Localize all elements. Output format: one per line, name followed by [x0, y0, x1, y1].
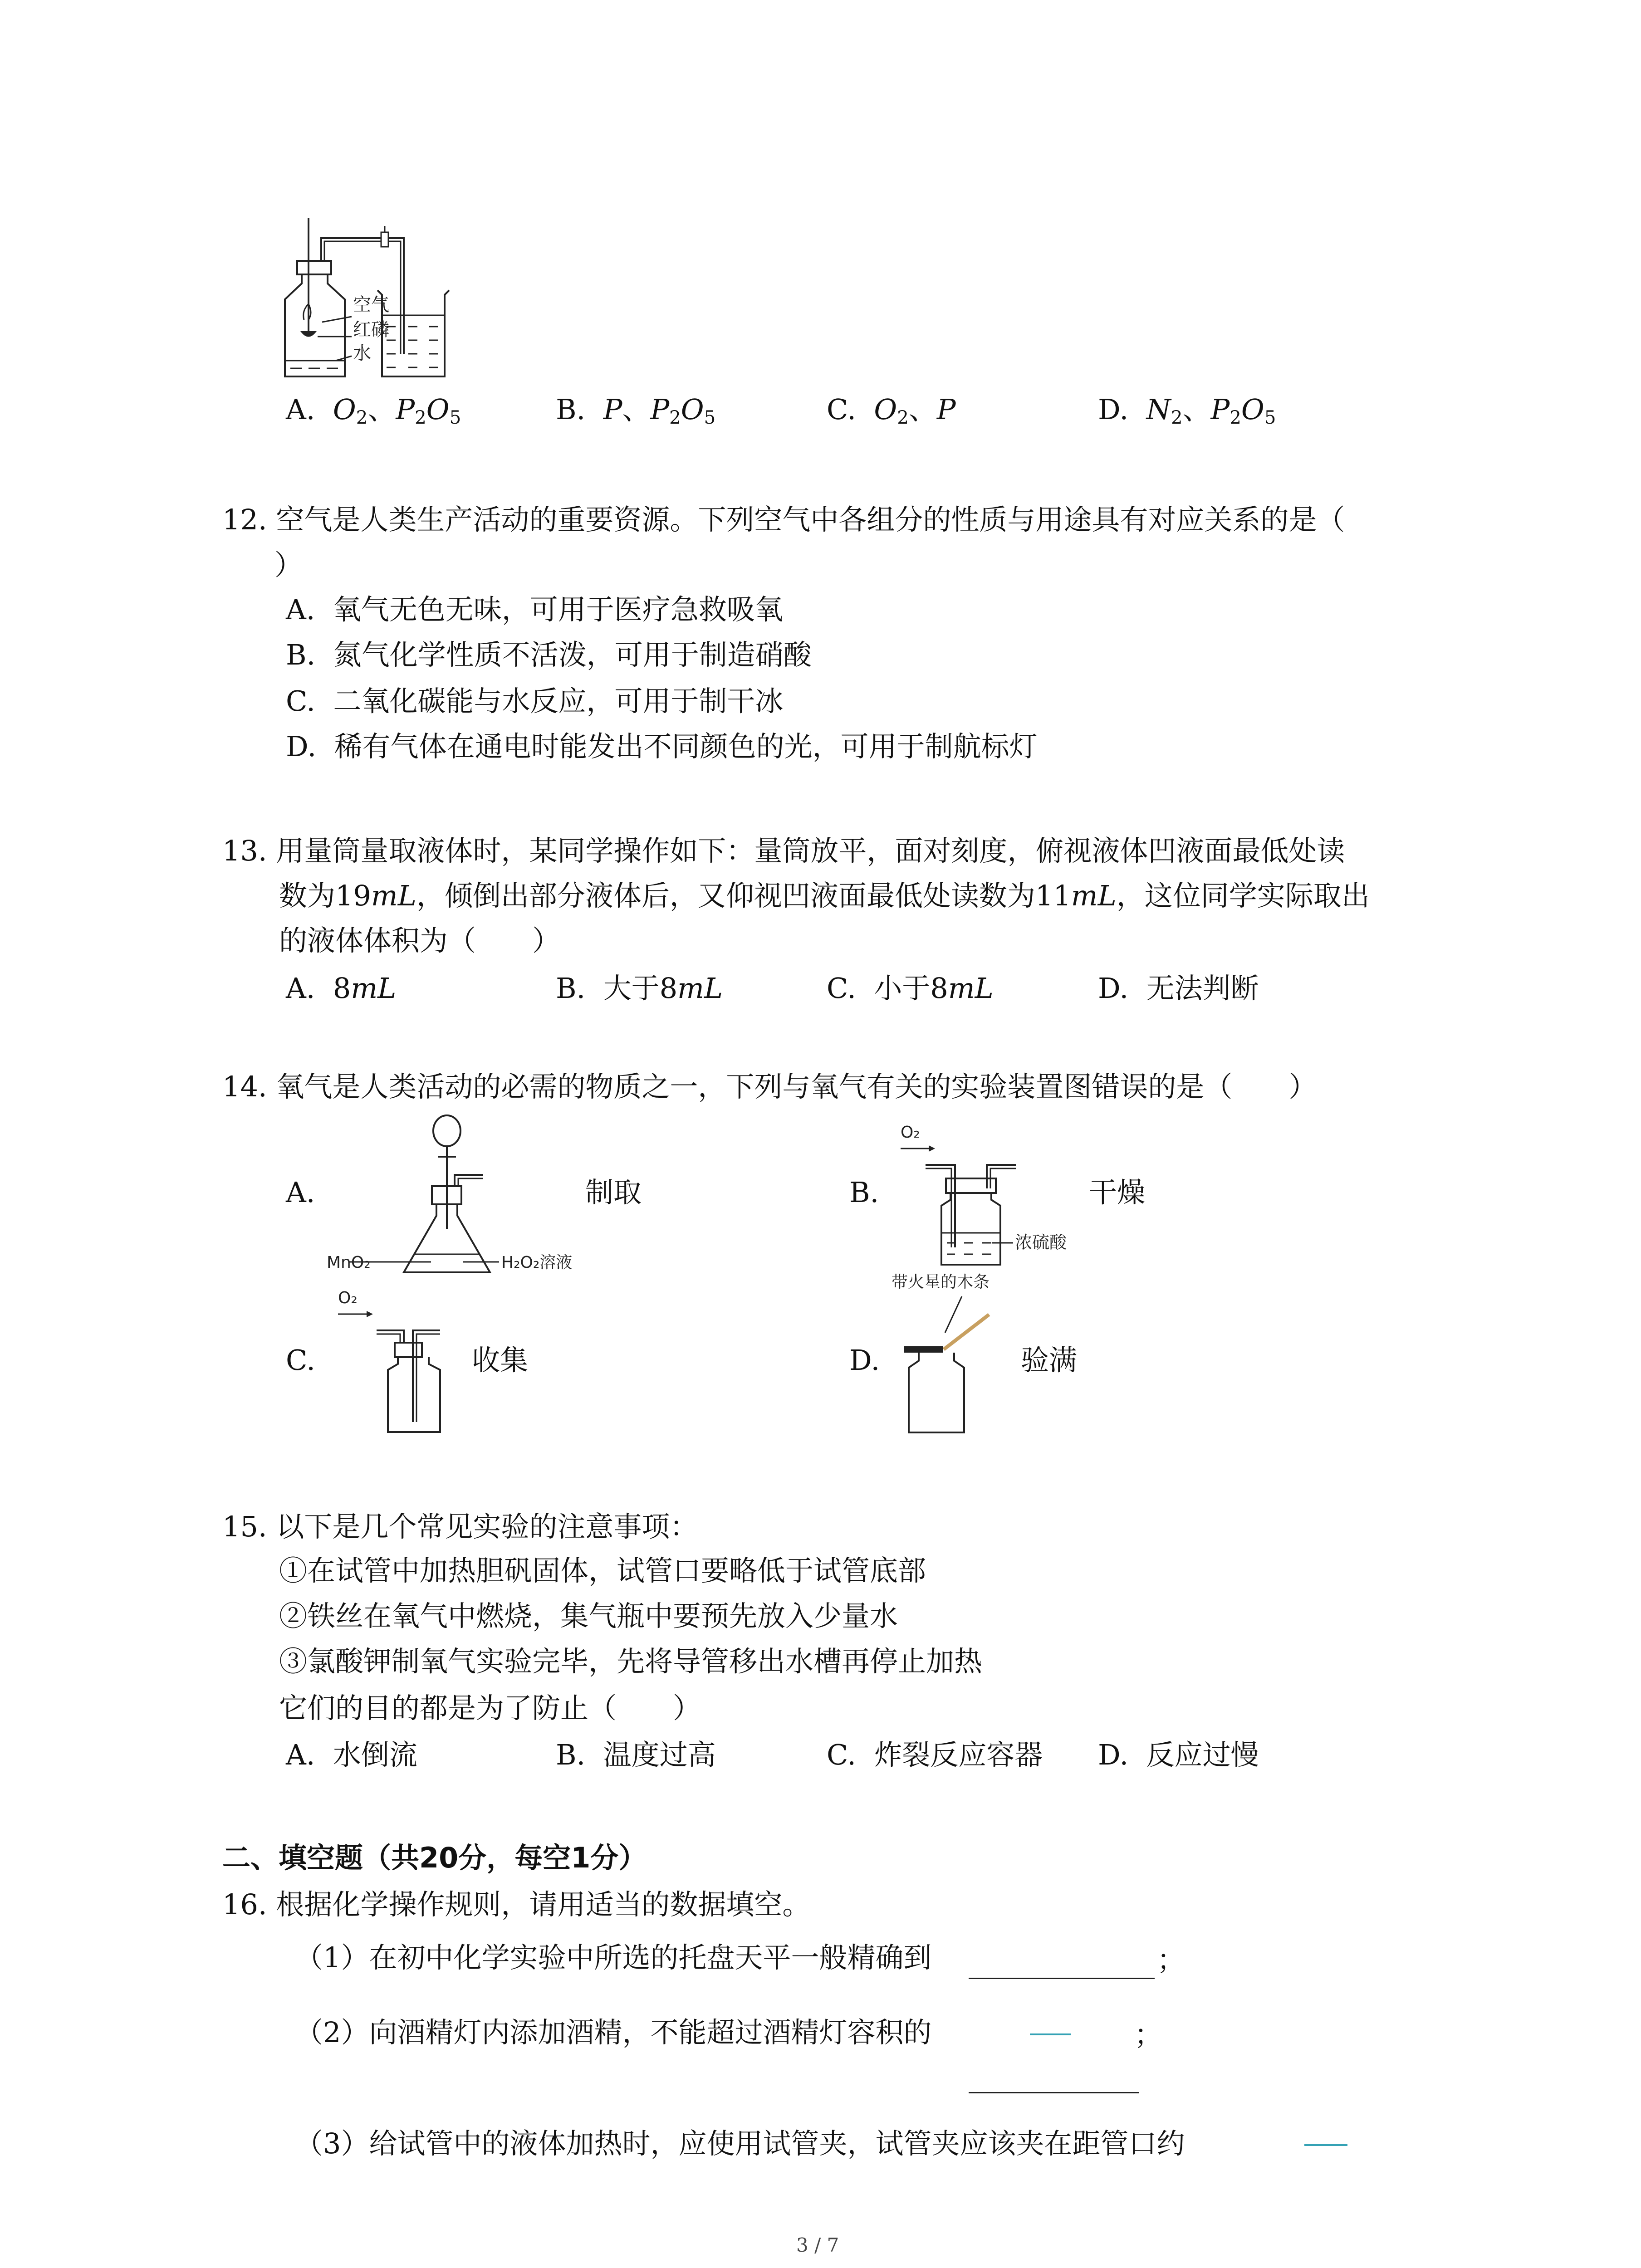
page-number: 3 / 7 [796, 2234, 839, 2256]
q15-item-2: ②铁丝在氧气中燃烧，集气瓶中要预先放入少量水 [279, 1599, 898, 1633]
q14-label-o2-c: O₂ [338, 1289, 358, 1307]
option-letter: A. [286, 393, 315, 426]
q15-item-3: ③氯酸钾制氧气实验完毕，先将导管移出水槽再停止加热 [279, 1645, 983, 1678]
q16-answer-dash-2 [1030, 2033, 1071, 2035]
q13-option-a[interactable]: A. 8mL [286, 972, 397, 1005]
q14-option-b-letter[interactable]: B. [849, 1176, 879, 1209]
q14-option-a-letter[interactable]: A. [286, 1176, 315, 1209]
q12-option-a[interactable]: A. 氧气无色无味，可用于医疗急救吸氧 [286, 593, 783, 626]
q14-label-h2o2: H₂O₂溶液 [501, 1253, 573, 1272]
q16-answer-blank-2[interactable] [969, 2092, 1139, 2093]
q16-answer-blank-1[interactable] [969, 1978, 1155, 1979]
q12-option-c[interactable]: C. 二氧化碳能与水反应，可用于制干冰 [286, 684, 784, 718]
q14-stem: 14. 氧气是人类活动的必需的物质之一，下列与氧气有关的实验装置图错误的是（ ） [222, 1070, 1317, 1103]
q15-question: 它们的目的都是为了防止（ ） [279, 1691, 701, 1725]
question-number: 13. [222, 834, 267, 867]
question-number: 12. [222, 503, 267, 536]
q15-stem: 15. 以下是几个常见实验的注意事项： [222, 1510, 698, 1543]
question-number: 16. [222, 1888, 267, 1921]
q11-label-water: 水 [353, 343, 371, 364]
section-title: 二、填空题（共20分，每空1分） [222, 1841, 647, 1874]
question-number: 15. [222, 1510, 267, 1543]
q16-part-3: （3）给试管中的液体加热时，应使用试管夹，试管夹应该夹在距管口约 [295, 2127, 1185, 2160]
q12-option-b[interactable]: B. 氮气化学性质不活泼，可用于制造硝酸 [286, 638, 812, 671]
q11-label-air: 空气 [353, 294, 389, 315]
q15-option-d[interactable]: D. 反应过慢 [1098, 1738, 1259, 1771]
option-letter: D. [1098, 393, 1129, 426]
q13-option-d[interactable]: D. 无法判断 [1098, 972, 1259, 1005]
q14-label-o2-b: O₂ [901, 1123, 920, 1142]
q14-option-d-caption: 验满 [1021, 1344, 1078, 1377]
q16-part-2: （2）向酒精灯内添加酒精，不能超过酒精灯容积的 [295, 2016, 932, 2049]
q13-option-c[interactable]: C. 小于8mL [827, 972, 994, 1005]
q14-option-d-letter[interactable]: D. [849, 1344, 880, 1377]
q11-option-c[interactable]: C. $O_2$、P [827, 393, 956, 429]
q16-answer-dash-3 [1304, 2144, 1347, 2146]
q14-label-acid: 浓硫酸 [1015, 1232, 1067, 1252]
q11-apparatus-figure [272, 218, 476, 390]
q12-option-d[interactable]: D. 稀有气体在通电时能发出不同颜色的光，可用于制航标灯 [286, 730, 1038, 763]
q16-part-1: （1）在初中化学实验中所选的托盘天平一般精确到 [295, 1941, 932, 1974]
question-number: 14. [222, 1070, 267, 1103]
q11-option-d[interactable]: D. $N_2$、$P_2O_5$ [1098, 393, 1276, 429]
q16-part-2-end: ； [1134, 2018, 1163, 2051]
q16-stem: 16. 根据化学操作规则，请用适当的数据填空。 [222, 1888, 811, 1921]
q16-part-1-end: ； [1157, 1943, 1185, 1976]
option-letter: B. [556, 393, 586, 426]
q13-stem-line1: 13. 用量筒量取液体时，某同学操作如下：量筒放平，面对刻度，俯视液体凹液面最低处读 [222, 834, 1345, 867]
q11-option-b[interactable]: B. P、$P_2O_5$ [556, 393, 716, 429]
q11-label-phosphorus: 红磷 [353, 319, 389, 340]
q12-stem: 12. 空气是人类生产活动的重要资源。下列空气中各组分的性质与用途具有对应关系的是（ [222, 503, 1345, 536]
q15-option-a[interactable]: A. 水倒流 [286, 1738, 417, 1771]
q13-option-b[interactable]: B. 大于8mL [556, 972, 723, 1005]
option-letter: C. [827, 393, 856, 426]
q12-stem-line2: ） [274, 548, 303, 582]
q14-option-a-caption: 制取 [585, 1176, 642, 1209]
q14-option-b-caption: 干燥 [1089, 1176, 1146, 1209]
q15-item-1: ①在试管中加热胆矾固体，试管口要略低于试管底部 [279, 1554, 926, 1587]
q13-stem-line3: 的液体体积为（ ） [279, 924, 561, 957]
q15-option-c[interactable]: C. 炸裂反应容器 [827, 1738, 1043, 1771]
q14-label-splint: 带火星的木条 [892, 1273, 990, 1291]
q14-option-c-caption: 收集 [472, 1344, 529, 1377]
q14-label-mno2: MnO₂ [327, 1253, 371, 1272]
q13-stem-line2: 数为19mL，倾倒出部分液体后，又仰视凹液面最低处读数为11mL，这位同学实际取出 [279, 879, 1370, 912]
q14-figure-c-gas-bottle [331, 1286, 476, 1436]
q11-option-a[interactable]: A. $O_2$、$P_2O_5$ [286, 393, 461, 429]
q14-option-c-letter[interactable]: C. [286, 1344, 315, 1377]
q15-option-b[interactable]: B. 温度过高 [556, 1738, 716, 1771]
